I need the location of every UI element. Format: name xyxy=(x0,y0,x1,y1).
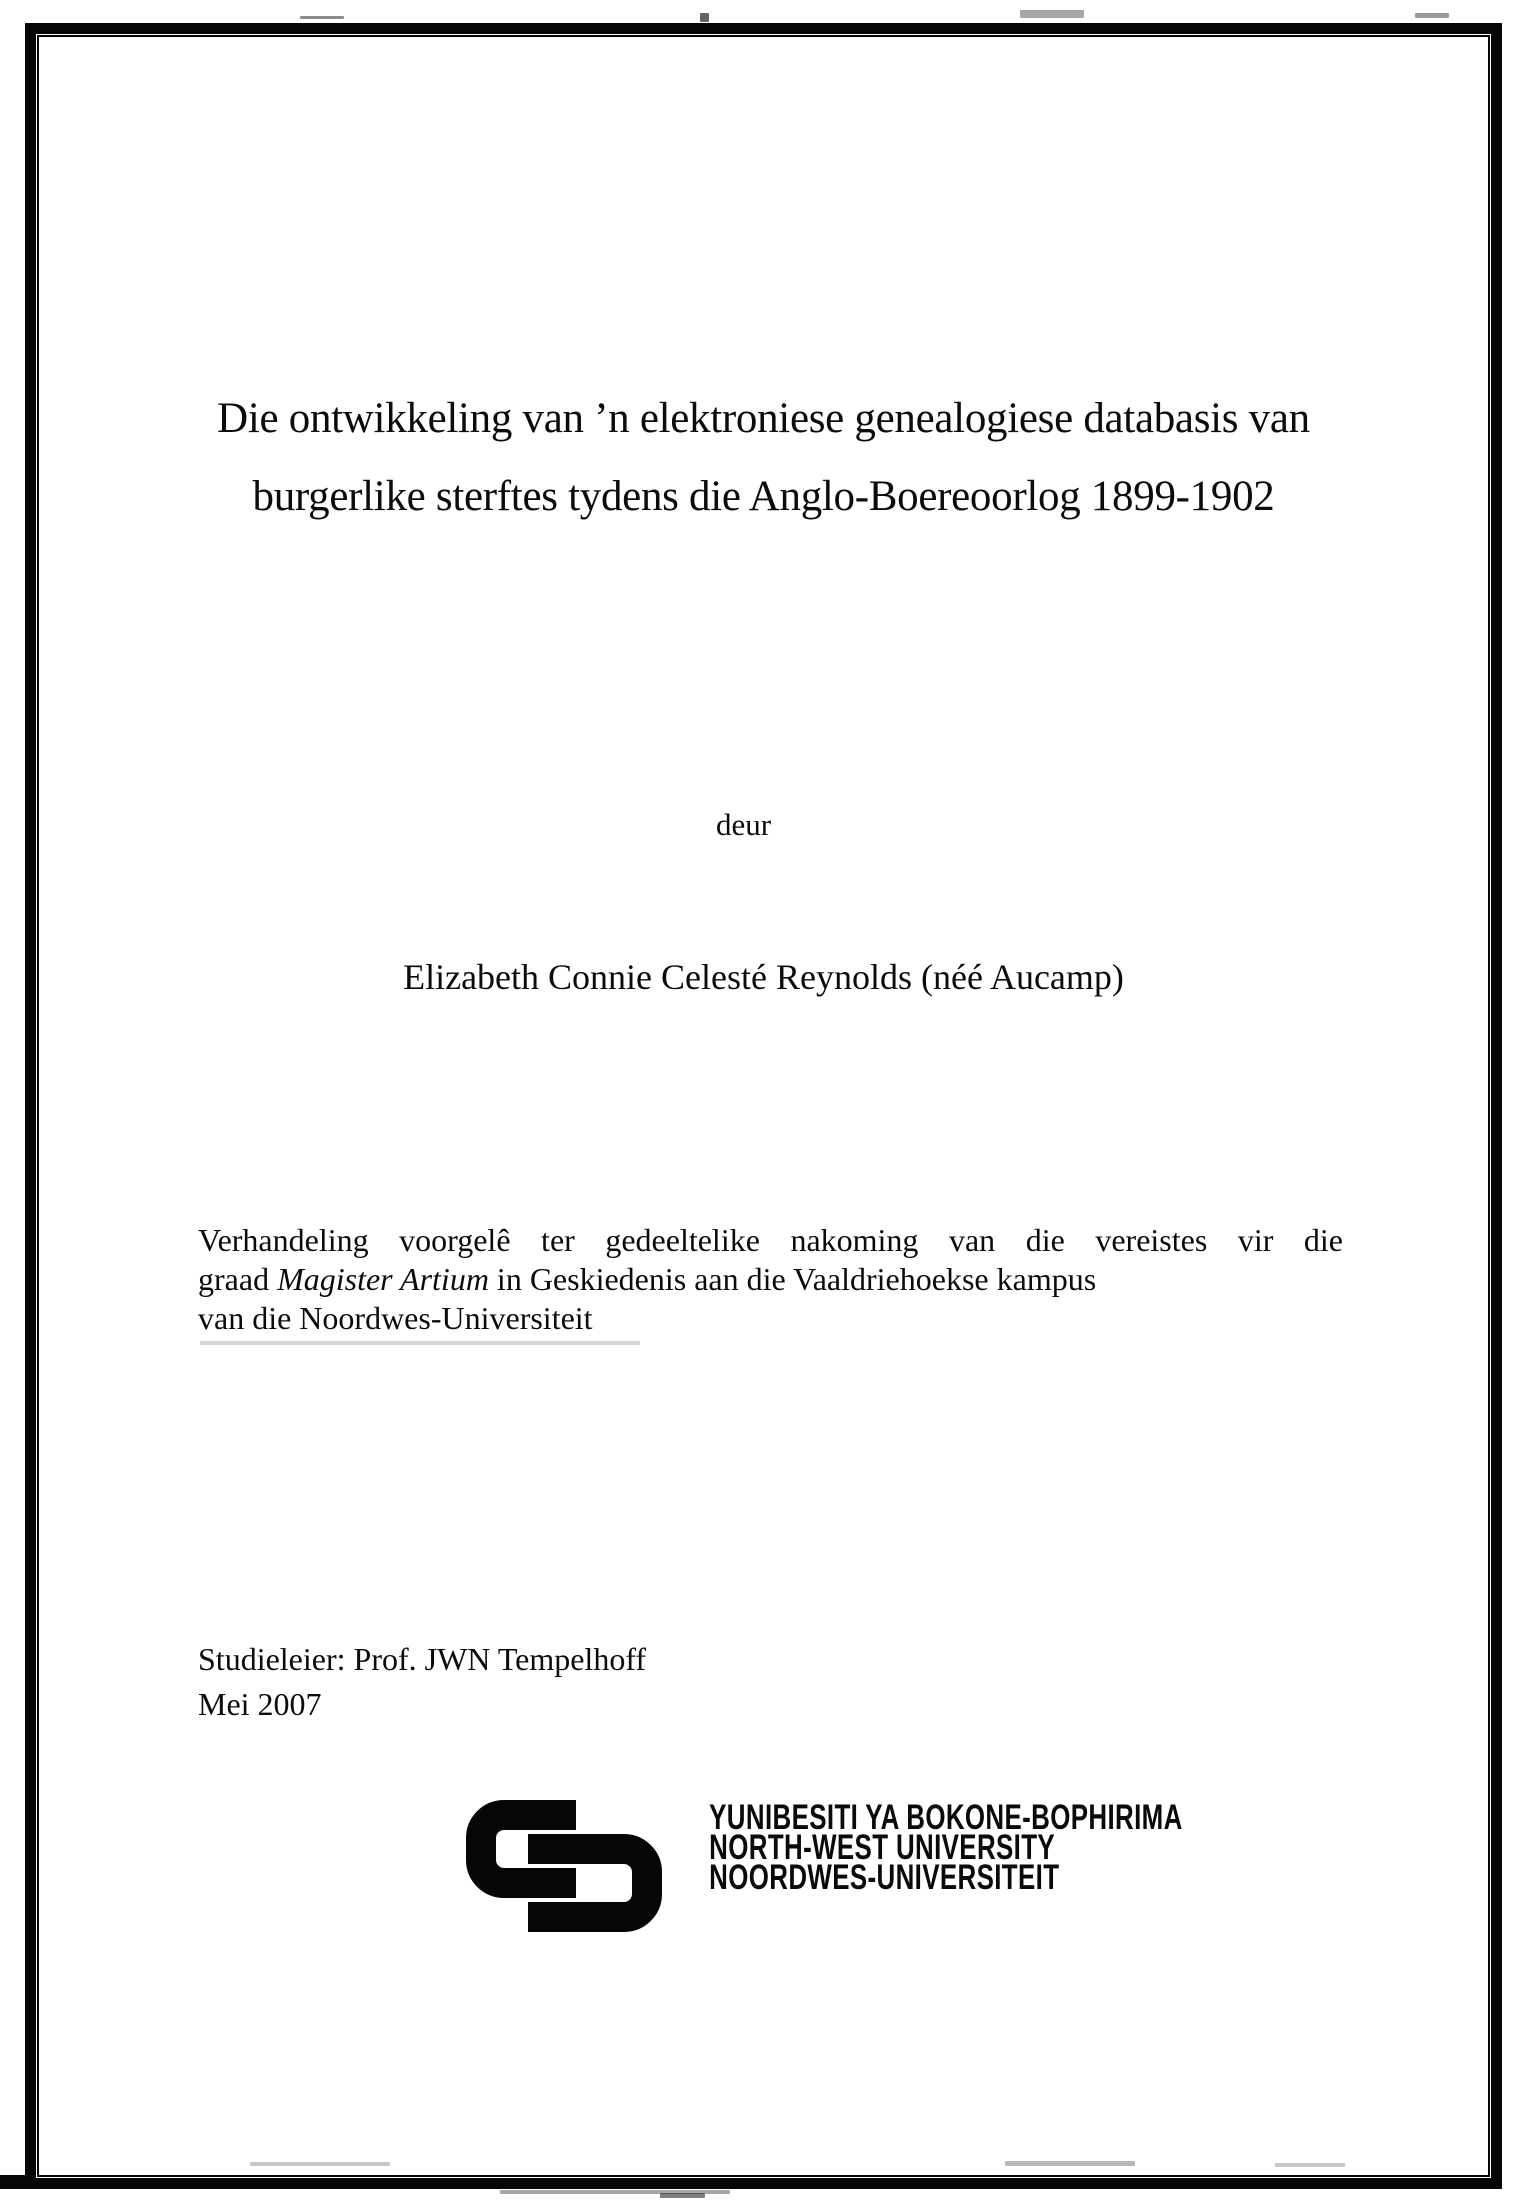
degree-declaration xyxy=(198,1221,1343,1338)
byline: deur xyxy=(715,807,772,842)
supervisor-block xyxy=(198,1637,646,1727)
scan-speck xyxy=(700,13,709,22)
declaration-line-2-suffix: in Geskiedenis aan die Vaaldriehoekse kampus xyxy=(488,1261,1097,1297)
scan-speck xyxy=(250,2162,390,2166)
thesis-title-line-2: burgerlike sterftes tydens die Anglo-Boereoorlog 1899-1902 xyxy=(252,473,1275,520)
date-line: Mei 2007 xyxy=(198,1686,322,1722)
author-name: Elizabeth Connie Celesté Reynolds (néé Aucamp) xyxy=(403,957,1124,997)
scan-speck xyxy=(660,2193,705,2198)
scan-speck xyxy=(1005,2161,1135,2166)
logo-text-setswana: YUNIBESITI YA BOKONE-BOPHIRIMA xyxy=(709,1798,1183,1837)
degree-name-italic: Magister Artium xyxy=(277,1261,489,1297)
declaration-line-2-prefix: graad xyxy=(198,1261,278,1297)
declaration-line-3: van die Noordwes-Universiteit xyxy=(198,1300,593,1336)
declaration-line-2 xyxy=(198,1260,1343,1299)
scan-ghost-line xyxy=(200,1341,640,1345)
supervisor-line: Studieleier: Prof. JWN Tempelhoff xyxy=(198,1641,647,1677)
thesis-title xyxy=(110,380,1417,536)
logo-text-english: NORTH-WEST UNIVERSITY xyxy=(709,1828,1056,1867)
scan-speck xyxy=(300,16,344,19)
scan-speck xyxy=(1415,13,1449,18)
scan-speck xyxy=(1275,2163,1345,2167)
thesis-title-line-1: Die ontwikkeling van ’n elektroniese genealogiese databasis van xyxy=(217,395,1310,442)
university-logo xyxy=(466,1796,1183,1936)
declaration-line-1: Verhandeling voorgelê ter gedeeltelike nakoming van die vereistes vir die xyxy=(198,1222,1343,1258)
university-logo-text xyxy=(588,1798,1183,1897)
scan-border-smear xyxy=(0,2175,30,2189)
logo-text-afrikaans: NOORDWES-UNIVERSITEIT xyxy=(709,1858,1060,1897)
scan-speck xyxy=(1020,10,1084,18)
